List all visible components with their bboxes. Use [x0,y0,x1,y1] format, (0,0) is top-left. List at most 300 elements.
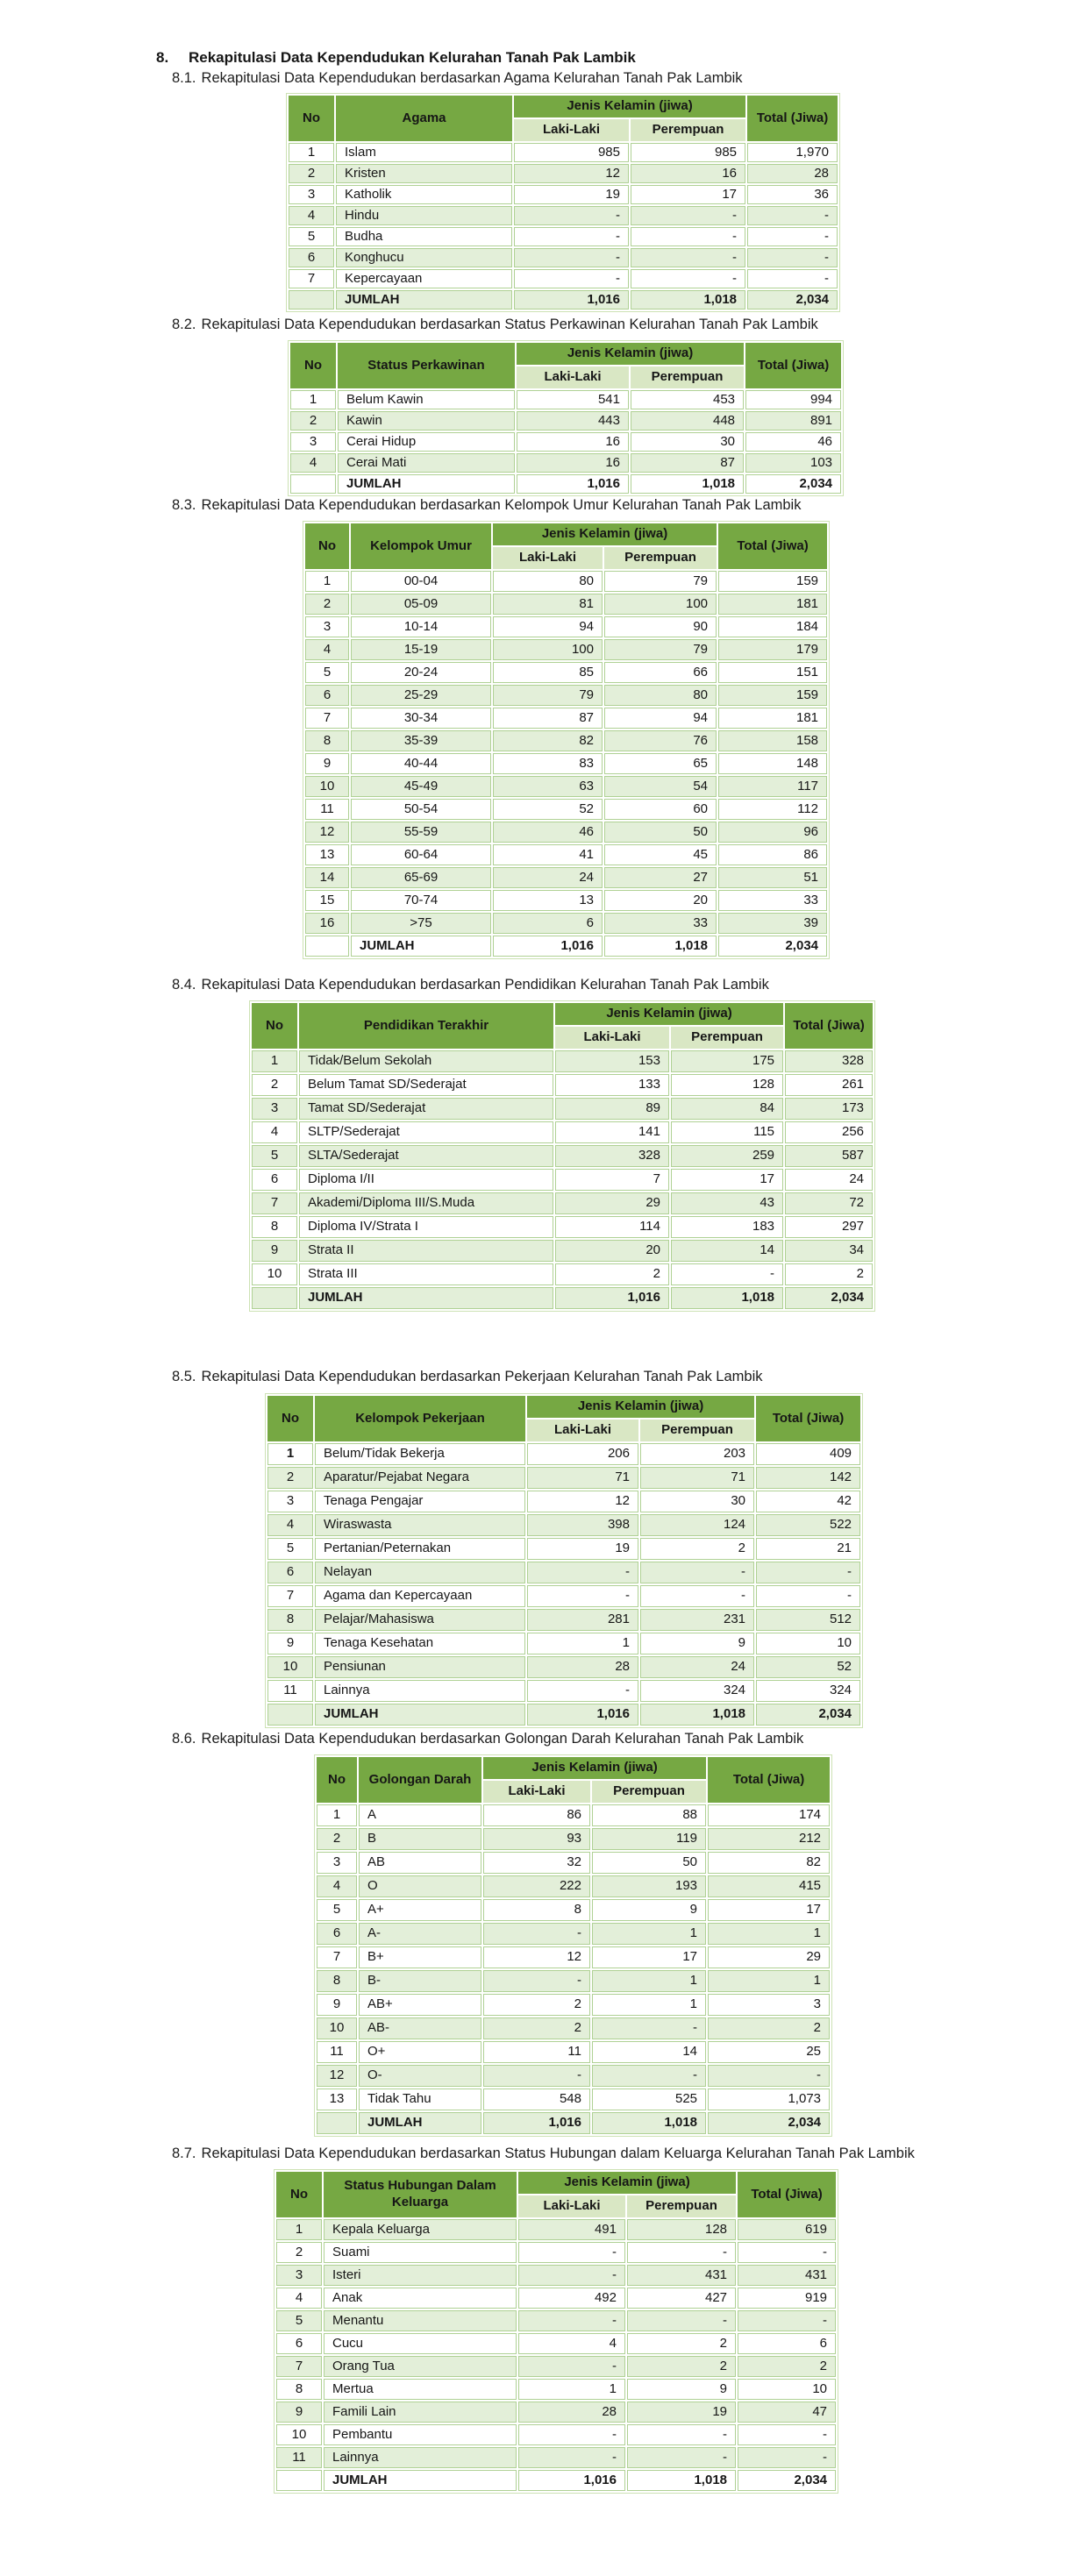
table-row [305,639,827,660]
male-count-cell: 12 [527,1491,638,1512]
table-row [305,594,827,615]
col-header-gender-group: Jenis Kelamin (jiwa) [517,343,744,365]
row-total-cell: 2 [738,2356,836,2377]
row-total-cell: 29 [708,1946,830,1968]
category-cell: Aparatur/Pejabat Negara [315,1467,525,1489]
row-number-cell: 7 [289,269,334,288]
table-row [317,1828,830,1850]
col-header-total: Total (Jiwa) [738,2172,836,2217]
row-total-cell: 891 [745,411,841,431]
row-number-cell: 1 [267,1443,313,1465]
female-count-cell: 231 [640,1609,754,1631]
category-cell: 60-64 [351,844,491,865]
female-count-cell: 448 [631,411,744,431]
row-number-cell: 9 [317,1994,357,2016]
table-row [276,2402,836,2423]
female-count-cell: 30 [631,432,744,452]
female-count-cell: 65 [604,753,717,774]
female-count-cell: 9 [592,1899,706,1921]
female-count-cell: 128 [671,1074,783,1096]
male-count-cell: 2 [555,1263,669,1285]
row-total-cell: 42 [756,1491,860,1512]
category-cell: AB+ [359,1994,481,2016]
col-header-female: Perempuan [627,2195,736,2217]
category-cell: 50-54 [351,799,491,820]
row-total-cell: 1 [708,1970,830,1992]
category-cell: Agama dan Kepercayaan [315,1585,525,1607]
category-cell: 35-39 [351,730,491,751]
category-cell: Wiraswasta [315,1514,525,1536]
row-total-cell: 159 [718,685,827,706]
row-number-cell: 2 [305,594,349,615]
row-number-cell: 3 [267,1491,313,1512]
row-total-cell: 72 [785,1192,873,1214]
female-count-cell: 76 [604,730,717,751]
row-number-cell: 11 [267,1680,313,1702]
female-count-cell: 324 [640,1680,754,1702]
totals-label-cell: JUMLAH [324,2470,517,2491]
col-header-female: Perempuan [604,547,717,569]
row-total-cell: 181 [718,594,827,615]
col-header-total: Total (Jiwa) [756,1396,860,1441]
category-cell: B [359,1828,481,1850]
totals-total-cell: 2,034 [738,2470,836,2491]
row-total-cell: 1,073 [708,2089,830,2110]
row-number-cell: 3 [289,185,334,204]
female-count-cell: 17 [592,1946,706,1968]
table-row [305,616,827,637]
female-count-cell: 84 [671,1098,783,1120]
totals-male-cell: 1,016 [493,936,603,957]
totals-label-cell: JUMLAH [315,1704,525,1726]
male-count-cell: - [518,2242,625,2263]
row-total-cell: 324 [756,1680,860,1702]
category-cell: Kristen [336,164,512,183]
category-cell: Tamat SD/Sederajat [299,1098,553,1120]
totals-female-cell: 1,018 [671,1287,783,1309]
male-count-cell: 328 [555,1145,669,1167]
category-cell: Katholik [336,185,512,204]
female-count-cell: 115 [671,1121,783,1143]
male-count-cell: 81 [493,594,603,615]
male-count-cell: 16 [517,453,629,473]
row-total-cell: 33 [718,890,827,911]
category-cell: 20-24 [351,662,491,683]
row-number-cell: 4 [289,206,334,225]
row-number-cell: 5 [289,227,334,246]
row-total-cell: 158 [718,730,827,751]
male-count-cell: 100 [493,639,603,660]
col-header-male: Laki-Laki [527,1420,638,1441]
row-total-cell: 256 [785,1121,873,1143]
totals-male-cell: 1,016 [555,1287,669,1309]
male-count-cell: 206 [527,1443,638,1465]
female-count-cell: - [627,2447,736,2468]
category-cell: B+ [359,1946,481,1968]
female-count-cell: 119 [592,1828,706,1850]
recap-table [249,1000,875,1312]
table-row [267,1491,860,1512]
male-count-cell: 28 [518,2402,625,2423]
table-pendidikan [249,1000,875,1312]
col-header-category: Kelompok Pekerjaan [315,1396,525,1441]
section-title-8-3 [172,497,801,514]
row-number-cell: 9 [305,753,349,774]
row-number-cell: 8 [276,2379,322,2400]
col-header-female: Perempuan [640,1420,754,1441]
table-row [305,822,827,843]
category-cell: Cerai Hidup [338,432,515,452]
male-count-cell: - [483,1923,590,1945]
col-header-male: Laki-Laki [518,2195,625,2217]
row-number-cell: 9 [276,2402,322,2423]
category-cell: SLTA/Sederajat [299,1145,553,1167]
male-count-cell: 86 [483,1804,590,1826]
recap-table [274,2169,838,2494]
table-row [276,2288,836,2309]
category-cell: >75 [351,913,491,934]
table-row [290,411,841,431]
category-cell: Konghucu [336,248,512,267]
category-cell: Tenaga Kesehatan [315,1633,525,1654]
row-number-cell: 13 [305,844,349,865]
category-cell: Strata II [299,1240,553,1262]
category-cell: Anak [324,2288,517,2309]
row-number-cell: 10 [252,1263,297,1285]
table-row [267,1633,860,1654]
row-number-cell: 4 [276,2288,322,2309]
page-heading-number: 8. [156,49,169,66]
male-count-cell: 6 [493,913,603,934]
row-total-cell: - [738,2310,836,2331]
category-cell: 05-09 [351,594,491,615]
totals-empty-cell [276,2470,322,2491]
female-count-cell: 453 [631,390,744,409]
male-count-cell: - [527,1585,638,1607]
col-header-male: Laki-Laki [555,1027,669,1049]
table-row [252,1192,873,1214]
row-total-cell: 181 [718,708,827,729]
col-header-total: Total (Jiwa) [747,96,838,141]
category-cell: Pertanian/Peternakan [315,1538,525,1560]
row-number-cell: 13 [317,2089,357,2110]
row-number-cell: 2 [276,2242,322,2263]
category-cell: 00-04 [351,571,491,592]
male-count-cell: 4 [518,2333,625,2354]
row-total-cell: 409 [756,1443,860,1465]
totals-total-cell: 2,034 [747,290,838,310]
section-title-8-6 [172,1731,803,1747]
table-row [317,1994,830,2016]
female-count-cell: 30 [640,1491,754,1512]
row-number-cell: 8 [305,730,349,751]
col-header-no: No [305,523,349,569]
row-total-cell: 34 [785,1240,873,1262]
totals-male-cell: 1,016 [527,1704,638,1726]
table-row [267,1443,860,1465]
male-count-cell: - [518,2447,625,2468]
category-cell: Cerai Mati [338,453,515,473]
col-header-female: Perempuan [671,1027,783,1049]
row-total-cell: - [756,1562,860,1583]
section-title-text: Rekapitulasi Data Kependudukan berdasarkan Status Hubungan dalam Keluarga Kelurahan Tanah Pak Lambik [201,2145,915,2161]
row-number-cell: 4 [267,1514,313,1536]
row-number-cell: 2 [289,164,334,183]
female-count-cell: 9 [627,2379,736,2400]
row-number-cell: 4 [305,639,349,660]
totals-total-cell: 2,034 [745,474,841,494]
row-total-cell: 46 [745,432,841,452]
female-count-cell: 9 [640,1633,754,1654]
totals-male-cell: 1,016 [518,2470,625,2491]
row-total-cell: 994 [745,390,841,409]
col-header-no: No [267,1396,313,1441]
totals-empty-cell [289,290,334,310]
recap-table [303,521,830,959]
col-header-male: Laki-Laki [517,366,629,388]
table-row [276,2424,836,2445]
section-title-text: Rekapitulasi Data Kependudukan berdasarkan Status Perkawinan Kelurahan Tanah Pak Lambik [201,317,818,332]
category-cell: 25-29 [351,685,491,706]
category-cell: Kepala Keluarga [324,2219,517,2240]
male-count-cell: 89 [555,1098,669,1120]
row-number-cell: 14 [305,867,349,888]
totals-row [252,1287,873,1309]
row-total-cell: 148 [718,753,827,774]
row-total-cell: 2 [708,2017,830,2039]
table-row [276,2333,836,2354]
row-number-cell: 1 [252,1050,297,1072]
table-row [305,867,827,888]
col-header-gender-group: Jenis Kelamin (jiwa) [483,1757,706,1779]
table-row [252,1050,873,1072]
male-count-cell: - [518,2424,625,2445]
table-row [276,2310,836,2331]
female-count-cell: 54 [604,776,717,797]
row-number-cell: 6 [317,1923,357,1945]
table-row [289,206,838,225]
page-heading-text: Rekapitulasi Data Kependudukan Kelurahan Tanah Pak Lambik [189,49,636,66]
table-row [317,2041,830,2063]
male-count-cell: 1 [518,2379,625,2400]
female-count-cell: 90 [604,616,717,637]
row-number-cell: 1 [305,571,349,592]
male-count-cell: 32 [483,1852,590,1874]
totals-female-cell: 1,018 [631,474,744,494]
table-agama [286,93,840,312]
col-header-category: Pendidikan Terakhir [299,1003,553,1049]
row-number-cell: 10 [305,776,349,797]
male-count-cell: 63 [493,776,603,797]
category-cell: Mertua [324,2379,517,2400]
table-row [317,2089,830,2110]
row-total-cell: 6 [738,2333,836,2354]
row-total-cell: - [708,2065,830,2087]
male-count-cell: 93 [483,1828,590,1850]
row-total-cell: 82 [708,1852,830,1874]
section-title-8-2 [172,317,818,333]
female-count-cell: 1 [592,1994,706,2016]
female-count-cell: 20 [604,890,717,911]
row-total-cell: 431 [738,2265,836,2286]
table-row [276,2356,836,2377]
recap-table [265,1393,863,1728]
category-cell: 70-74 [351,890,491,911]
female-count-cell: - [627,2242,736,2263]
female-count-cell: 16 [631,164,745,183]
female-count-cell: 50 [604,822,717,843]
totals-row [276,2470,836,2491]
row-total-cell: 10 [756,1633,860,1654]
category-cell: Hindu [336,206,512,225]
row-number-cell: 6 [289,248,334,267]
category-cell: Kawin [338,411,515,431]
table-row [305,708,827,729]
female-count-cell: - [631,248,745,267]
table-row [252,1145,873,1167]
table-row [267,1538,860,1560]
col-header-total: Total (Jiwa) [785,1003,873,1049]
row-number-cell: 2 [267,1467,313,1489]
female-count-cell: 183 [671,1216,783,1238]
male-count-cell: 2 [483,2017,590,2039]
row-total-cell: 512 [756,1609,860,1631]
totals-total-cell: 2,034 [785,1287,873,1309]
row-number-cell: 11 [276,2447,322,2468]
row-number-cell: 7 [305,708,349,729]
section-title-8-5 [172,1369,763,1385]
category-cell: Pensiunan [315,1656,525,1678]
female-count-cell: - [592,2017,706,2039]
category-cell: Tidak Tahu [359,2089,481,2110]
male-count-cell: - [514,248,629,267]
table-row [305,571,827,592]
col-header-male: Laki-Laki [483,1781,590,1803]
row-total-cell: 17 [708,1899,830,1921]
male-count-cell: - [514,227,629,246]
section-number: 8.1. [172,70,196,86]
male-count-cell: 281 [527,1609,638,1631]
male-count-cell: 29 [555,1192,669,1214]
row-number-cell: 2 [317,1828,357,1850]
male-count-cell: - [518,2356,625,2377]
male-count-cell: 19 [527,1538,638,1560]
col-header-female: Perempuan [631,119,745,141]
table-row [252,1216,873,1238]
totals-empty-cell [317,2112,357,2134]
table-row [305,730,827,751]
male-count-cell: 398 [527,1514,638,1536]
female-count-cell: 79 [604,639,717,660]
section-number: 8.5. [172,1369,196,1384]
female-count-cell: 17 [631,185,745,204]
male-count-cell: 19 [514,185,629,204]
category-cell: A- [359,1923,481,1945]
row-total-cell: 2 [785,1263,873,1285]
table-row [317,2017,830,2039]
table-row [317,2065,830,2087]
category-cell: 30-34 [351,708,491,729]
table-row [305,844,827,865]
row-number-cell: 16 [305,913,349,934]
female-count-cell: 80 [604,685,717,706]
table-row [305,799,827,820]
row-total-cell: 52 [756,1656,860,1678]
table-row [267,1656,860,1678]
female-count-cell: 33 [604,913,717,934]
female-count-cell: 43 [671,1192,783,1214]
row-total-cell: 96 [718,822,827,843]
table-pekerjaan [265,1393,863,1728]
female-count-cell: - [640,1585,754,1607]
col-header-no: No [290,343,336,388]
table-row [289,269,838,288]
table-row [252,1074,873,1096]
category-cell: Diploma IV/Strata I [299,1216,553,1238]
category-cell: Tidak/Belum Sekolah [299,1050,553,1072]
table-row [317,1970,830,1992]
category-cell: O [359,1875,481,1897]
male-count-cell: 8 [483,1899,590,1921]
female-count-cell: 525 [592,2089,706,2110]
female-count-cell: - [631,269,745,288]
row-total-cell: - [747,269,838,288]
row-number-cell: 6 [267,1562,313,1583]
row-total-cell: 522 [756,1514,860,1536]
male-count-cell: 443 [517,411,629,431]
male-count-cell: 541 [517,390,629,409]
row-total-cell: 47 [738,2402,836,2423]
category-cell: Nelayan [315,1562,525,1583]
row-number-cell: 8 [317,1970,357,1992]
table-row [317,1852,830,1874]
female-count-cell: 427 [627,2288,736,2309]
row-number-cell: 1 [276,2219,322,2240]
row-number-cell: 6 [276,2333,322,2354]
row-total-cell: 415 [708,1875,830,1897]
row-total-cell: - [738,2447,836,2468]
female-count-cell: 94 [604,708,717,729]
row-number-cell: 1 [290,390,336,409]
male-count-cell: 12 [514,164,629,183]
row-total-cell: 86 [718,844,827,865]
totals-male-cell: 1,016 [514,290,629,310]
row-total-cell: 117 [718,776,827,797]
male-count-cell: 82 [493,730,603,751]
female-count-cell: 128 [627,2219,736,2240]
row-number-cell: 3 [317,1852,357,1874]
male-count-cell: 2 [483,1994,590,2016]
female-count-cell: 87 [631,453,744,473]
totals-row [290,474,841,494]
table-row [305,776,827,797]
totals-total-cell: 2,034 [708,2112,830,2134]
row-total-cell: 39 [718,913,827,934]
male-count-cell: 24 [493,867,603,888]
female-count-cell: 259 [671,1145,783,1167]
row-total-cell: 151 [718,662,827,683]
totals-empty-cell [252,1287,297,1309]
col-header-category: Kelompok Umur [351,523,491,569]
recap-table [288,340,844,496]
male-count-cell: - [483,1970,590,1992]
col-header-gender-group: Jenis Kelamin (jiwa) [518,2172,736,2194]
row-total-cell: 103 [745,453,841,473]
table-row [289,227,838,246]
section-title-8-1 [172,70,743,87]
category-cell: Menantu [324,2310,517,2331]
row-total-cell: 587 [785,1145,873,1167]
